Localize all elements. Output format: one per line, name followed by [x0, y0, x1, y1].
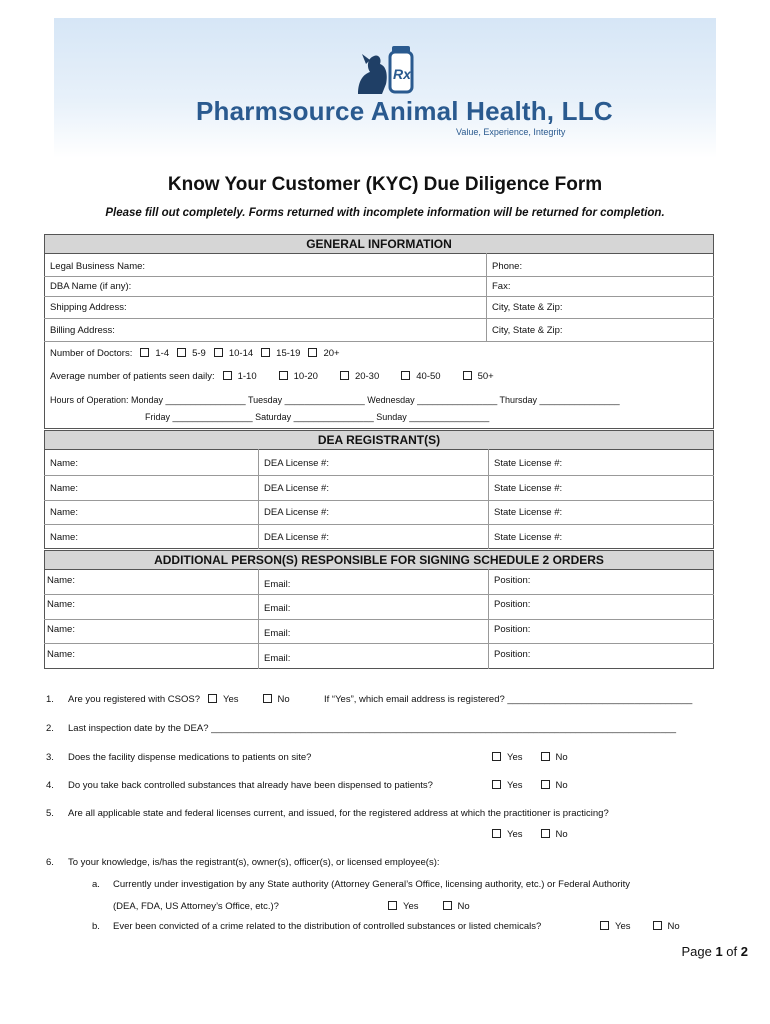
checkbox[interactable]: [261, 348, 270, 357]
doctors-opt-15-19: 15-19: [276, 348, 301, 359]
dea-registrants-header: DEA REGISTRANT(S): [44, 430, 714, 450]
hours-of-operation-line-2[interactable]: Friday ________________ Saturday ________________ Sunday ________________: [145, 412, 490, 422]
billing-city-state-zip-field[interactable]: City, State & Zip:: [492, 325, 563, 336]
checkbox[interactable]: [443, 901, 452, 910]
patients-opt-1: 1-10: [237, 371, 257, 382]
billing-address-field[interactable]: Billing Address:: [50, 325, 115, 336]
patients-opt-3: 20-30: [354, 371, 380, 382]
dba-name-field[interactable]: DBA Name (if any):: [50, 281, 132, 292]
question-2-text[interactable]: Last inspection date by the DEA? ________________________________________________________________________________________: [68, 723, 677, 734]
person-position-field[interactable]: Position:: [494, 575, 531, 586]
checkbox[interactable]: [388, 901, 397, 910]
checkbox[interactable]: [308, 348, 317, 357]
dea-license-field[interactable]: DEA License #:: [264, 507, 329, 518]
question-6b-number: b.: [92, 921, 100, 932]
question-3-text: Does the facility dispense medications to patients on site?: [68, 752, 312, 763]
yes-label: Yes: [507, 780, 523, 791]
question-6a-number: a.: [92, 879, 100, 890]
no-label: No: [555, 780, 568, 791]
dea-name-field[interactable]: Name:: [50, 483, 78, 494]
no-label: No: [555, 752, 568, 763]
csos-email-field[interactable]: If “Yes”, which email address is registered? ___________________________________: [324, 694, 693, 705]
patients-opt-4: 40-50: [416, 371, 441, 382]
question-6a-options: [380, 901, 470, 912]
checkbox[interactable]: [279, 371, 288, 380]
person-email-field[interactable]: Email:: [264, 603, 291, 614]
legal-business-name-field[interactable]: Legal Business Name:: [50, 261, 146, 272]
dea-license-field[interactable]: DEA License #:: [264, 458, 329, 469]
general-info-header: GENERAL INFORMATION: [44, 234, 714, 254]
question-6-number: 6.: [46, 857, 54, 868]
question-6-text: To your knowledge, is/has the registrant(s), owner(s), officer(s), or licensed employee(s):: [68, 857, 440, 868]
checkbox[interactable]: [340, 371, 349, 380]
dea-registrants-table: [44, 449, 714, 549]
checkbox[interactable]: [177, 348, 186, 357]
checkbox[interactable]: [140, 348, 149, 357]
doctors-opt-1-4: 1-4: [155, 348, 170, 359]
checkbox[interactable]: [208, 694, 217, 703]
yes-label: Yes: [223, 694, 239, 705]
checkbox[interactable]: [600, 921, 609, 930]
doctors-opt-10-14: 10-14: [228, 348, 254, 359]
state-license-field[interactable]: State License #:: [494, 458, 563, 469]
pet-rx-logo-icon: [352, 44, 424, 100]
patients-opt-2: 10-20: [293, 371, 318, 382]
person-name-field[interactable]: Name:: [47, 624, 75, 635]
dea-name-field[interactable]: Name:: [50, 532, 78, 543]
no-label: No: [457, 901, 470, 912]
question-1-number: 1.: [46, 694, 54, 705]
page-number: [681, 944, 748, 959]
question-1: [68, 694, 290, 705]
phone-field[interactable]: Phone:: [492, 261, 523, 272]
question-4-number: 4.: [46, 780, 54, 791]
company-tagline: Value, Experience, Integrity: [456, 127, 566, 137]
question-5-text: Are all applicable state and federal licenses current, and issued, for the registered address at which the practitioner is practicing?: [68, 808, 609, 819]
fax-field[interactable]: Fax:: [492, 281, 511, 292]
dea-license-field[interactable]: DEA License #:: [264, 532, 329, 543]
dea-license-field[interactable]: DEA License #:: [264, 483, 329, 494]
of-word: of: [726, 944, 738, 959]
no-label: No: [277, 694, 290, 705]
dea-name-field[interactable]: Name:: [50, 458, 78, 469]
question-5-options: [484, 829, 568, 840]
shipping-city-state-zip-field[interactable]: City, State & Zip:: [492, 302, 563, 313]
checkbox[interactable]: [541, 780, 550, 789]
company-name: Pharmsource Animal Health, LLC: [196, 96, 613, 126]
person-email-field[interactable]: Email:: [264, 579, 291, 590]
checkbox[interactable]: [492, 752, 501, 761]
question-1-text: Are you registered with CSOS?: [68, 694, 201, 705]
patients-opt-5: 50+: [477, 371, 494, 382]
page-word: Page: [681, 944, 712, 959]
question-3-options: [484, 752, 568, 763]
question-6b-text: Ever been convicted of a crime related to the distribution of controlled substances or listed chemicals?: [113, 921, 542, 932]
no-label: No: [555, 829, 568, 840]
doctors-label: Number of Doctors:: [50, 348, 133, 359]
question-4-text: Do you take back controlled substances that already have been dispensed to patients?: [68, 780, 433, 791]
checkbox[interactable]: [223, 371, 232, 380]
doctors-opt-20-plus: 20+: [323, 348, 340, 359]
form-subtitle: Please fill out completely. Forms returned with incomplete information will be returned for completion.: [105, 207, 665, 219]
additional-persons-header: ADDITIONAL PERSON(S) RESPONSIBLE FOR SIGNING SCHEDULE 2 ORDERS: [44, 550, 714, 570]
person-position-field[interactable]: Position:: [494, 599, 531, 610]
hours-of-operation-line-1[interactable]: Hours of Operation: Monday ________________ Tuesday ________________ Wednesday ________________ Thursday ________________: [50, 395, 620, 405]
person-position-field[interactable]: Position:: [494, 624, 531, 635]
shipping-address-field[interactable]: Shipping Address:: [50, 302, 127, 313]
checkbox[interactable]: [463, 371, 472, 380]
no-label: No: [667, 921, 680, 932]
checkbox[interactable]: [492, 829, 501, 838]
doctors-row: [50, 348, 340, 359]
question-6a-text-2: (DEA, FDA, US Attorney’s Office, etc.)?: [113, 901, 279, 912]
rx-mark: Rx: [393, 66, 411, 82]
patients-row: [50, 371, 494, 382]
state-license-field[interactable]: State License #:: [494, 483, 563, 494]
yes-label: Yes: [507, 829, 523, 840]
checkbox[interactable]: [401, 371, 410, 380]
dea-name-field[interactable]: Name:: [50, 507, 78, 518]
question-3-number: 3.: [46, 752, 54, 763]
person-name-field[interactable]: Name:: [47, 649, 75, 660]
question-6b-options: [592, 921, 680, 932]
form-title: Know Your Customer (KYC) Due Diligence Form: [167, 174, 603, 195]
checkbox[interactable]: [541, 752, 550, 761]
yes-label: Yes: [507, 752, 523, 763]
checkbox[interactable]: [263, 694, 272, 703]
question-4-options: [484, 780, 568, 791]
question-6a-text: Currently under investigation by any State authority (Attorney General’s Office, licensing authority, etc.) or Federal Authority: [113, 879, 630, 890]
yes-label: Yes: [403, 901, 419, 912]
doctors-opt-5-9: 5-9: [192, 348, 206, 359]
checkbox[interactable]: [541, 829, 550, 838]
state-license-field[interactable]: State License #:: [494, 507, 563, 518]
checkbox[interactable]: [492, 780, 501, 789]
person-email-field[interactable]: Email:: [264, 628, 291, 639]
person-name-field[interactable]: Name:: [47, 575, 75, 586]
question-2-number: 2.: [46, 723, 54, 734]
person-email-field[interactable]: Email:: [264, 653, 291, 664]
checkbox[interactable]: [214, 348, 223, 357]
patients-label: Average number of patients seen daily:: [50, 371, 215, 382]
question-5-number: 5.: [46, 808, 54, 819]
current-page: 1: [715, 944, 723, 959]
person-name-field[interactable]: Name:: [47, 599, 75, 610]
state-license-field[interactable]: State License #:: [494, 532, 563, 543]
checkbox[interactable]: [653, 921, 662, 930]
yes-label: Yes: [615, 921, 631, 932]
person-position-field[interactable]: Position:: [494, 649, 531, 660]
total-pages: 2: [740, 944, 748, 959]
